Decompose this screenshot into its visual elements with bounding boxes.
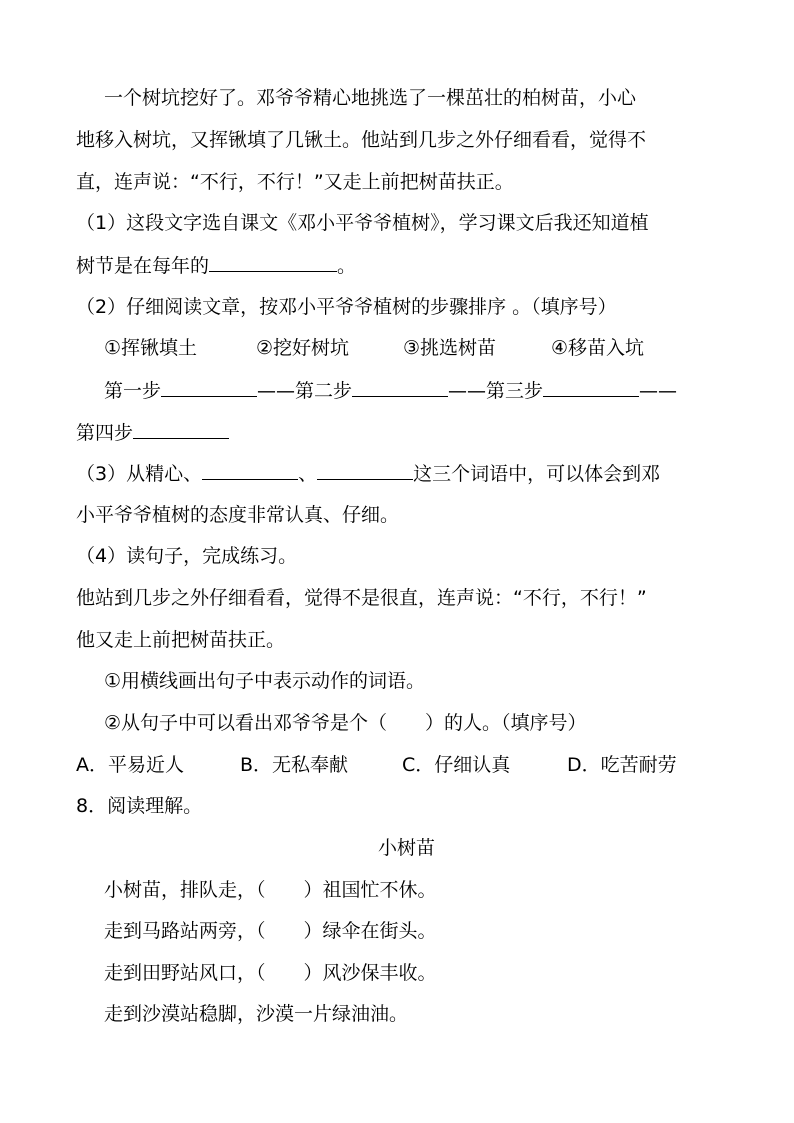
step-1-label: 第一步 [104,380,162,402]
q3-blank-2[interactable] [317,461,413,480]
poem-line-2: 走到马路站两旁，（ ）绿伞在街头。 [104,920,437,942]
step-3-label: 第三步 [486,380,544,402]
q2-step4-row [76,420,229,445]
q4-stem: （4）读句子，完成练习。 [76,545,298,567]
q2-stem: （2）仔细阅读文章，按邓小平爷爷植树的步骤排序 。（填序号） [76,296,617,318]
poem-title: 小树苗 [378,837,436,859]
q2-option-1: ①挥锹填土 [104,337,198,359]
poem-line-4: 走到沙漠站稳脚，沙漠一片绿油油。 [104,1003,409,1025]
q4-choice-d[interactable]: D．吃苦耐劳 [567,754,677,776]
q1-line-1: （1）这段文字选自课文《邓小平爷爷植树》，学习课文后我还知道植 [76,212,649,234]
step-2-blank[interactable] [352,378,448,397]
q4-choice-a[interactable]: A．平易近人 [76,754,184,776]
step-dash-2: —— [448,380,487,402]
q4-choice-b[interactable]: B．无私奉献 [240,754,349,776]
poem-line-1: 小树苗，排队走，（ ）祖国忙不休。 [104,879,437,901]
q3-blank-1[interactable] [202,461,298,480]
q4-sub-1: ①用横线画出句子中表示动作的词语。 [104,670,426,692]
q3-line-2: 小平爷爷植树的态度非常认真、仔细。 [76,504,400,526]
q1-suffix: 。 [337,255,357,277]
q1-prefix: 树节是在每年的 [76,255,210,277]
passage-line-2: 地移入树坑，又挥锹填了几锹土。他站到几步之外仔细看看，觉得不 [76,129,647,151]
step-dash-3: —— [639,380,678,402]
step-3-blank[interactable] [543,378,639,397]
q4-sub-2: ②从句子中可以看出邓爷爷是个（ ）的人。（填序号） [104,712,587,734]
q3-prefix: （3）从精心、 [76,463,203,485]
poem-line-3: 走到田野站风口，（ ）风沙保丰收。 [104,962,437,984]
q1-answer-blank[interactable] [209,253,337,272]
passage-line-1: 一个树坑挖好了。邓爷爷精心地挑选了一棵茁壮的柏树苗，小心 [104,87,637,109]
q8-heading: 8．阅读理解。 [76,795,203,817]
step-dash-1: —— [257,380,296,402]
q2-option-2: ②挖好树坑 [256,337,350,359]
q4-sentence-2: 他又走上前把树苗扶正。 [76,629,286,651]
q1-line-2 [76,253,356,278]
step-4-blank[interactable] [133,420,229,439]
q2-option-3: ③挑选树苗 [403,337,497,359]
q2-option-4: ④移苗入坑 [551,337,645,359]
q4-choice-c[interactable]: C．仔细认真 [402,754,511,776]
q3-line-1 [76,461,660,486]
passage-line-3: 直，连声说：“不行，不行！”又走上前把树苗扶正。 [76,171,514,193]
q2-steps-row [104,378,677,403]
step-2-label: 第二步 [295,380,353,402]
q3-suffix: 这三个词语中，可以体会到邓 [413,463,661,485]
step-1-blank[interactable] [161,378,257,397]
q3-sep: 、 [298,463,318,485]
q4-sentence-1: 他站到几步之外仔细看看，觉得不是很直，连声说：“不行，不行！” [76,587,647,609]
step-4-label: 第四步 [76,422,134,444]
